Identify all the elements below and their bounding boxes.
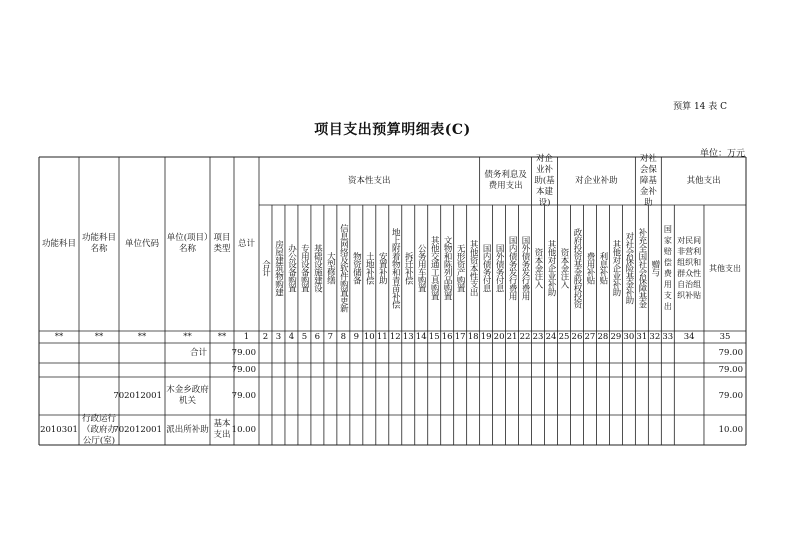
sub-header — [272, 206, 285, 330]
index-number: 25 — [558, 331, 570, 342]
index-number: 22 — [519, 331, 531, 342]
sub-header — [506, 206, 519, 330]
row-other-expense: 10.00 — [718, 424, 743, 435]
group-header-other: 其他支出 — [686, 175, 721, 186]
sub-header-label: 基础设施建设 — [312, 244, 323, 292]
sub-header — [493, 206, 506, 330]
sub-header — [337, 206, 350, 330]
sub-header-label: 专用设备购置 — [299, 244, 310, 292]
index-star: ** — [94, 331, 104, 342]
row-func-name: 行政运行（政府办公厅(室) — [81, 413, 116, 446]
index-number: 7 — [327, 331, 334, 342]
index-number: 24 — [545, 331, 557, 342]
sub-header-label: 赠与 — [649, 260, 660, 276]
sub-header — [402, 206, 415, 330]
sub-header-label: 物资储备 — [351, 252, 362, 284]
row-total: 79.00 — [231, 347, 256, 358]
sub-header — [622, 206, 635, 330]
sub-header-label: 其他支出 — [708, 263, 741, 273]
index-number: 35 — [719, 331, 731, 342]
sub-header-label: 资本金注入 — [533, 248, 544, 288]
index-star: ** — [54, 331, 64, 342]
sub-header-label: 国内债务付息 — [481, 244, 492, 292]
row-total: 79.00 — [231, 390, 256, 401]
row-unit-code — [119, 343, 165, 363]
sub-header-label: 大型修缮 — [325, 252, 336, 284]
index-number: 26 — [571, 331, 583, 342]
group-header-debt: 债务利息及费用支出 — [484, 170, 527, 191]
sub-header-label: 地上附着物和青苗补偿 — [390, 228, 401, 308]
header-func-code: 功能科目 — [41, 238, 76, 249]
sub-header — [704, 206, 746, 330]
row-func-code — [39, 363, 79, 377]
sub-header-label: 公务用车购置 — [416, 244, 427, 292]
row-func-name — [79, 343, 119, 363]
unit-label: 单位：万元 — [699, 149, 745, 159]
row-total: 79.00 — [231, 364, 256, 375]
sub-header — [324, 206, 337, 330]
sub-header-label: 利息补贴 — [597, 252, 608, 284]
header-func-name: 功能科目名称 — [81, 233, 116, 254]
sub-header-label: 国外债务付息 — [494, 244, 505, 292]
row-func-code: 2010301 — [40, 424, 78, 435]
row-total: 10.00 — [231, 424, 256, 435]
row-unit-code: 702012001 — [113, 390, 162, 401]
sub-header-label: 对民间非营利组织和群众性自治组织补贴 — [677, 236, 702, 300]
sub-header-label: 其他资本性支出 — [468, 240, 479, 296]
index-number: 19 — [480, 331, 492, 342]
row-other-expense: 79.00 — [718, 390, 743, 401]
row-other-expense: 79.00 — [718, 347, 743, 358]
sub-header — [467, 206, 480, 330]
index-number: 5 — [301, 331, 308, 342]
row-proj-type — [210, 363, 234, 377]
sub-header — [648, 206, 661, 330]
row-func-code — [39, 377, 79, 415]
group-header-enterprise-subsidy: 对企业补助 — [575, 175, 618, 186]
index-number: 18 — [467, 331, 479, 342]
index-number: 13 — [402, 331, 414, 342]
index-number: 20 — [493, 331, 505, 342]
index-number: 8 — [340, 331, 347, 342]
group-header-social-fund: 对社会保障基金补助 — [639, 153, 657, 208]
index-star: ** — [137, 331, 147, 342]
row-func-name — [79, 363, 119, 377]
sub-header-label: 土地补偿 — [364, 252, 375, 284]
row-unit-code: 702012001 — [113, 424, 162, 435]
index-number: 21 — [506, 331, 518, 342]
sub-header — [480, 206, 493, 330]
sub-header — [635, 206, 648, 330]
sub-header — [259, 206, 272, 330]
index-number: 34 — [683, 331, 695, 342]
row-unit-code — [119, 363, 165, 377]
sub-header-label: 无形资产购置 — [455, 244, 466, 292]
form-code: 预算 14 表 C — [673, 102, 727, 112]
row-unit-name: 合计 — [189, 347, 207, 358]
sub-header-label: 政府投资基金股权投资 — [571, 228, 582, 308]
index-number: 29 — [610, 331, 622, 342]
index-star: ** — [217, 331, 227, 342]
sub-header-label: 国外债务发行费用 — [520, 236, 531, 300]
sub-header — [661, 206, 674, 330]
sub-header — [609, 206, 622, 330]
sub-header — [454, 206, 467, 330]
index-number: 17 — [454, 331, 466, 342]
header-unit-name: 单位(项目）名称 — [166, 233, 209, 254]
sub-header — [285, 206, 298, 330]
row-unit-name: 派出所补助 — [166, 424, 209, 435]
sub-header — [298, 206, 311, 330]
sub-header-label: 费用补贴 — [584, 252, 595, 284]
index-number: 16 — [441, 331, 453, 342]
header-total: 总计 — [237, 238, 255, 249]
sub-header — [376, 206, 389, 330]
index-number: 23 — [532, 331, 544, 342]
sub-header — [519, 206, 532, 330]
sub-header-label: 其他交通工具购置 — [429, 236, 440, 300]
sub-header — [415, 206, 428, 330]
row-other-expense: 79.00 — [718, 364, 743, 375]
sub-header — [583, 206, 596, 330]
sub-header-label: 安置补助 — [377, 252, 388, 284]
sub-header — [545, 206, 558, 330]
sub-header-label: 其他对企业补助 — [610, 240, 621, 296]
sub-header-label: 补充全国社会保障基金 — [636, 228, 647, 308]
index-number: 6 — [314, 331, 321, 342]
row-proj-type: 基本支出 — [213, 419, 231, 440]
row-unit-name — [165, 363, 210, 377]
group-header-capital: 资本性支出 — [348, 175, 391, 186]
sub-header — [311, 206, 324, 330]
index-star: ** — [183, 331, 192, 342]
row-proj-type — [210, 377, 234, 415]
sub-header-label: 对社会保险基金补助 — [623, 232, 634, 304]
sub-header-label: 拆迁补偿 — [403, 252, 414, 284]
index-number: 15 — [428, 331, 440, 342]
index-number: 3 — [275, 331, 282, 342]
index-number: 27 — [584, 331, 596, 342]
row-unit-name: 木金乡政府机关 — [166, 385, 209, 406]
index-number: 2 — [262, 331, 269, 342]
sub-header-label: 国内债务发行费用 — [507, 236, 518, 300]
sub-header-label: 房屋建筑物购建 — [273, 240, 284, 296]
index-number: 9 — [353, 331, 360, 342]
index-number: 33 — [662, 331, 674, 342]
index-number: 31 — [636, 331, 648, 342]
sub-header-label: 资本金注入 — [558, 248, 569, 288]
row-proj-type — [210, 343, 234, 363]
sub-header — [596, 206, 609, 330]
header-unit-code: 单位代码 — [124, 238, 159, 249]
sub-header — [570, 206, 583, 330]
sub-header-label: 合计 — [260, 260, 271, 276]
index-number: 11 — [376, 331, 388, 342]
sub-header — [441, 206, 454, 330]
index-number: 1 — [243, 331, 250, 342]
sub-header — [389, 206, 402, 330]
sub-header — [532, 206, 545, 330]
sub-header — [674, 206, 704, 330]
sub-header-label: 信息网络及软件购置更新 — [338, 224, 349, 312]
row-func-code — [39, 343, 79, 363]
index-number: 30 — [623, 331, 635, 342]
sub-header-label: 其他对企业补助 — [546, 240, 556, 296]
index-number: 4 — [288, 331, 295, 342]
index-number: 28 — [597, 331, 609, 342]
sub-header — [350, 206, 363, 330]
sub-header — [428, 206, 441, 330]
group-header-enterprise-capital: 对企业补助(基本建设) — [534, 153, 555, 208]
sub-header-label: 办公设备购置 — [286, 244, 297, 292]
page-title: 项目支出预算明细表(C) — [314, 122, 471, 138]
sub-header — [363, 206, 376, 330]
header-proj-type: 项目类型 — [213, 233, 231, 254]
index-number: 32 — [649, 331, 661, 342]
sub-header-label: 国家赔偿费用支出 — [663, 225, 672, 311]
sub-header-label: 文物和陈列品购置 — [442, 236, 453, 300]
sub-header — [558, 206, 571, 330]
index-number: 12 — [389, 331, 401, 342]
index-number: 14 — [415, 331, 427, 342]
index-number: 10 — [363, 331, 375, 342]
